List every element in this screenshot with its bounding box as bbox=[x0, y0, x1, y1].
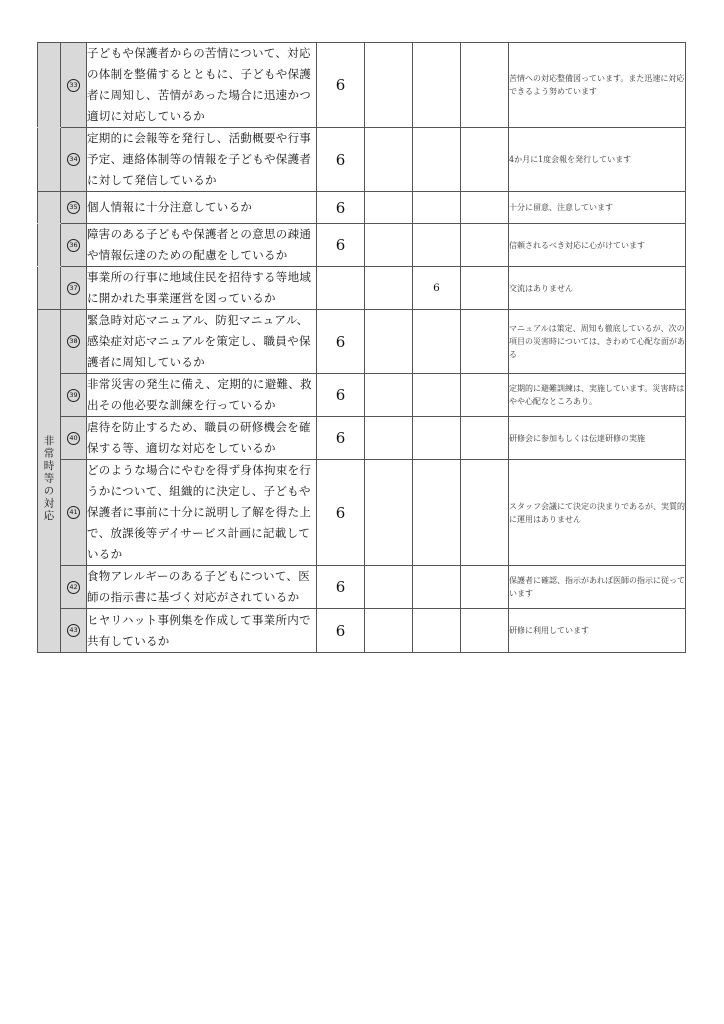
answer-no bbox=[413, 374, 461, 417]
question-text: ヒヤリハット事例集を作成して事業所内で共有しているか bbox=[87, 609, 317, 653]
answer-yes: 6 bbox=[317, 566, 365, 609]
table-row bbox=[38, 460, 686, 566]
question-text: 非常災害の発生に備え、定期的に避難、救出その他必要な訓練を行っているか bbox=[87, 374, 317, 417]
table-row bbox=[38, 374, 686, 417]
answer-blank bbox=[461, 224, 509, 267]
answer-yes: 6 bbox=[317, 374, 365, 417]
table-row bbox=[38, 267, 686, 310]
answer-unsure bbox=[365, 267, 413, 310]
item-number: 36 bbox=[67, 239, 80, 252]
table-row bbox=[38, 566, 686, 609]
answer-yes: 6 bbox=[317, 460, 365, 566]
table-row bbox=[38, 609, 686, 653]
answer-unsure bbox=[365, 609, 413, 653]
comment-text: 保護者に確認、指示があれば医師の指示に従っています bbox=[509, 566, 686, 609]
comment-text: 研修会に参加もしくは伝達研修の実施 bbox=[509, 417, 686, 460]
item-number: 38 bbox=[67, 335, 80, 348]
answer-no bbox=[413, 460, 461, 566]
question-text: 虐待を防止するため、職員の研修機会を確保する等、適切な対応をしているか bbox=[87, 417, 317, 460]
comment-text: 信頼されるべき対応に心がけています bbox=[509, 224, 686, 267]
answer-blank bbox=[461, 267, 509, 310]
table-row bbox=[38, 43, 686, 128]
answer-yes: 6 bbox=[317, 128, 365, 192]
comment-text: スタッフ会議にて決定の決まりであるが、実質的に運用はありません bbox=[509, 460, 686, 566]
category-cell bbox=[38, 43, 61, 128]
answer-no bbox=[413, 566, 461, 609]
question-text: どのような場合にやむを得ず身体拘束を行うかについて、組織的に決定し、子どもや保護者に事前に十分に説明し了解を得た上で、放課後等デイサービス計画に記載しているか bbox=[87, 460, 317, 566]
comment-text: 定期的に避難訓練は、実施しています。災害時はやや心配なところあり。 bbox=[509, 374, 686, 417]
table-row bbox=[38, 417, 686, 460]
answer-yes: 6 bbox=[317, 224, 365, 267]
comment-text: マニュアルは策定、周知も徹底しているが、次の項目の災害時については、きわめて心配な面がある bbox=[509, 310, 686, 374]
item-number: 39 bbox=[67, 389, 80, 402]
item-number: 43 bbox=[67, 624, 80, 637]
answer-no bbox=[413, 224, 461, 267]
answer-unsure bbox=[365, 417, 413, 460]
answer-blank bbox=[461, 310, 509, 374]
question-text: 子どもや保護者からの苦情について、対応の体制を整備するとともに、子どもや保護者に周知し、苦情があった場合に迅速かつ適切に対応しているか bbox=[87, 43, 317, 128]
question-text: 障害のある子どもや保護者との意思の疎通や情報伝達のための配慮をしているか bbox=[87, 224, 317, 267]
table-row bbox=[38, 128, 686, 192]
answer-no bbox=[413, 128, 461, 192]
answer-unsure bbox=[365, 128, 413, 192]
answer-no bbox=[413, 43, 461, 128]
answer-unsure bbox=[365, 43, 413, 128]
answer-unsure bbox=[365, 192, 413, 224]
question-text: 事業所の行事に地域住民を招待する等地域に開かれた事業運営を図っているか bbox=[87, 267, 317, 310]
answer-blank bbox=[461, 417, 509, 460]
answer-yes: 6 bbox=[317, 417, 365, 460]
item-number: 40 bbox=[67, 432, 80, 445]
category-cell bbox=[38, 267, 61, 310]
answer-unsure bbox=[365, 566, 413, 609]
answer-yes bbox=[317, 267, 365, 310]
answer-yes: 6 bbox=[317, 310, 365, 374]
answer-unsure bbox=[365, 310, 413, 374]
category-cell bbox=[38, 128, 61, 192]
answer-yes: 6 bbox=[317, 609, 365, 653]
answer-unsure bbox=[365, 224, 413, 267]
answer-no bbox=[413, 310, 461, 374]
question-text: 個人情報に十分注意しているか bbox=[87, 192, 317, 224]
table-row bbox=[38, 192, 686, 224]
comment-text: 十分に留意、注意しています bbox=[509, 192, 686, 224]
question-text: 緊急時対応マニュアル、防犯マニュアル、感染症対応マニュアルを策定し、職員や保護者に周知しているか bbox=[87, 310, 317, 374]
question-text: 定期的に会報等を発行し、活動概要や行事予定、連絡体制等の情報を子どもや保護者に対して発信しているか bbox=[87, 128, 317, 192]
answer-blank bbox=[461, 460, 509, 566]
answer-unsure bbox=[365, 460, 413, 566]
answer-blank bbox=[461, 43, 509, 128]
comment-text: 4か月に1度会報を発行しています bbox=[509, 128, 686, 192]
comment-text: 交流はありません bbox=[509, 267, 686, 310]
category-cell bbox=[38, 192, 61, 224]
answer-blank bbox=[461, 128, 509, 192]
item-number: 34 bbox=[67, 153, 80, 166]
comment-text: 苦情への対応整備図っています。また迅速に対応できるよう努めています bbox=[509, 43, 686, 128]
item-number: 41 bbox=[67, 506, 80, 519]
answer-no: 6 bbox=[413, 267, 461, 310]
section-label: 非常時等の対応 bbox=[42, 435, 55, 523]
category-cell bbox=[38, 224, 61, 267]
comment-text: 研修に利用しています bbox=[509, 609, 686, 653]
answer-no bbox=[413, 609, 461, 653]
answer-no bbox=[413, 192, 461, 224]
answer-unsure bbox=[365, 374, 413, 417]
table-row bbox=[38, 224, 686, 267]
answer-no bbox=[413, 417, 461, 460]
item-number: 42 bbox=[67, 581, 80, 594]
answer-yes: 6 bbox=[317, 192, 365, 224]
answer-yes: 6 bbox=[317, 43, 365, 128]
category-cell bbox=[38, 310, 61, 653]
item-number: 33 bbox=[67, 79, 80, 92]
item-number: 35 bbox=[67, 201, 80, 214]
item-number: 37 bbox=[67, 282, 80, 295]
answer-blank bbox=[461, 566, 509, 609]
answer-blank bbox=[461, 609, 509, 653]
answer-blank bbox=[461, 192, 509, 224]
question-text: 食物アレルギーのある子どもについて、医師の指示書に基づく対応がされているか bbox=[87, 566, 317, 609]
table-row bbox=[38, 310, 686, 374]
answer-blank bbox=[461, 374, 509, 417]
evaluation-table bbox=[37, 42, 686, 653]
